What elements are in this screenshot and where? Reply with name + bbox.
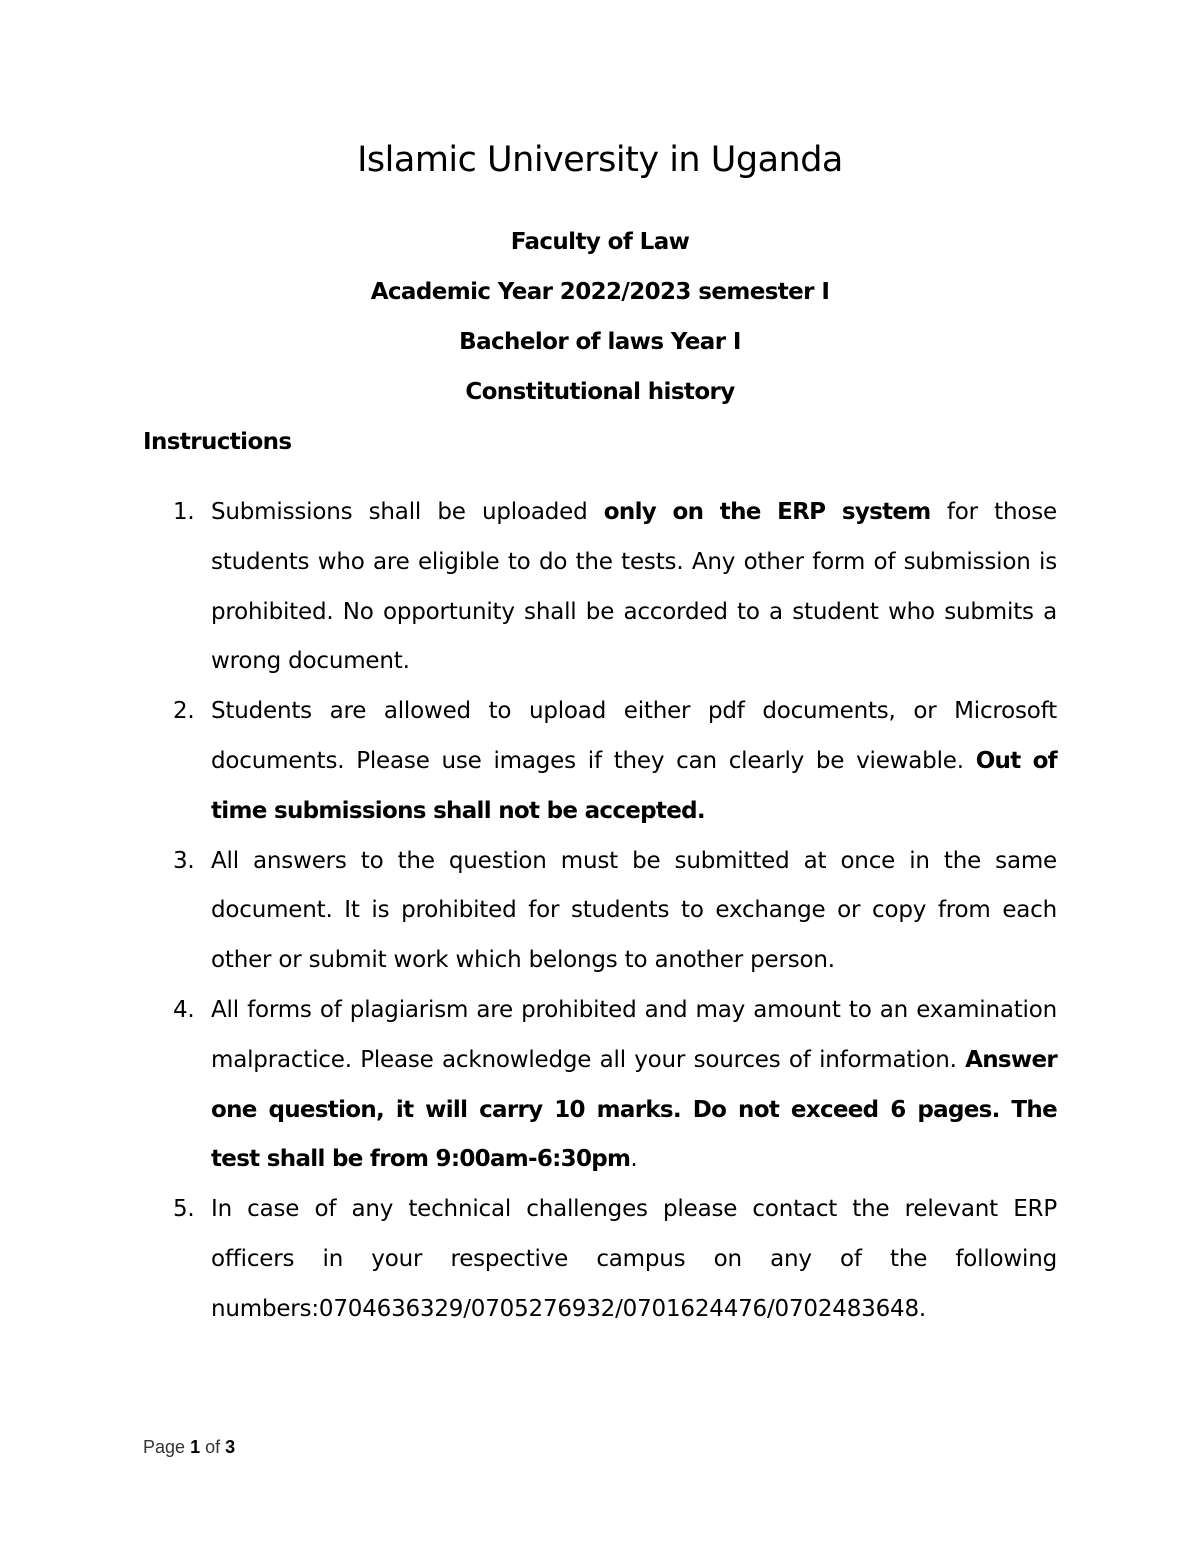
instruction-text: All forms of plagiarism are prohibited and may amount to an examination malpractice. Please acknowledge all your sources of information. [211, 996, 1057, 1073]
instruction-emphasis: Answer one question, it will carry 10 marks. Do not exceed 6 pages. The test shall be from 9:00am-6:30pm [211, 1046, 1057, 1173]
instruction-number: 1. [173, 499, 195, 525]
instruction-text: . [630, 1146, 638, 1173]
instruction-number: 3. [173, 847, 195, 874]
instruction-number: 4. [173, 996, 195, 1023]
instruction-text: for those students who are eligible to do the tests. Any other form of submission is prohibited. No opportunity shall be accorded to a student who submits a wrong document. [211, 499, 1057, 675]
academic-year-line: Academic Year 2022/2023 semester I [370, 279, 830, 305]
instruction-item-3 [143, 837, 1057, 986]
instruction-emphasis: Out of time submissions shall not be accepted. [211, 747, 1057, 824]
faculty-line: Faculty of Law [510, 229, 690, 255]
instruction-text: Students are allowed to upload either pdf documents, or Microsoft documents. Please use images if they can clearly be viewable. [211, 698, 1057, 774]
university-title: Islamic University in Uganda [357, 140, 843, 180]
total-pages-number: 3 [225, 1437, 236, 1457]
instruction-text: All answers to the question must be submitted at once in the same document. It is prohibited for students to exchange or copy from each other or submit work which belongs to another person. [211, 847, 1057, 974]
instruction-item-4 [143, 986, 1057, 1185]
instruction-number: 5. [173, 1196, 195, 1223]
instruction-item-5 [143, 1185, 1057, 1334]
course-line: Constitutional history [465, 379, 735, 405]
instruction-item-1 [143, 488, 1057, 687]
program-line: Bachelor of laws Year I [459, 329, 741, 355]
instruction-emphasis: only on the ERP system [603, 499, 931, 525]
instructions-list [143, 488, 1057, 1335]
instruction-text: In case of any technical challenges please contact the relevant ERP officers in your respective campus on any of the following numbers:0704636329/0705276932/0701624476/0702483648. [211, 1196, 1057, 1322]
page-label: Page [143, 1437, 186, 1457]
page-footer [143, 1437, 235, 1458]
instruction-text: Submissions shall be uploaded [211, 499, 604, 525]
of-label: of [205, 1437, 221, 1457]
instructions-heading: Instructions [143, 429, 292, 455]
instruction-item-2 [143, 687, 1057, 836]
current-page-number: 1 [190, 1437, 201, 1457]
instruction-number: 2. [173, 698, 195, 725]
